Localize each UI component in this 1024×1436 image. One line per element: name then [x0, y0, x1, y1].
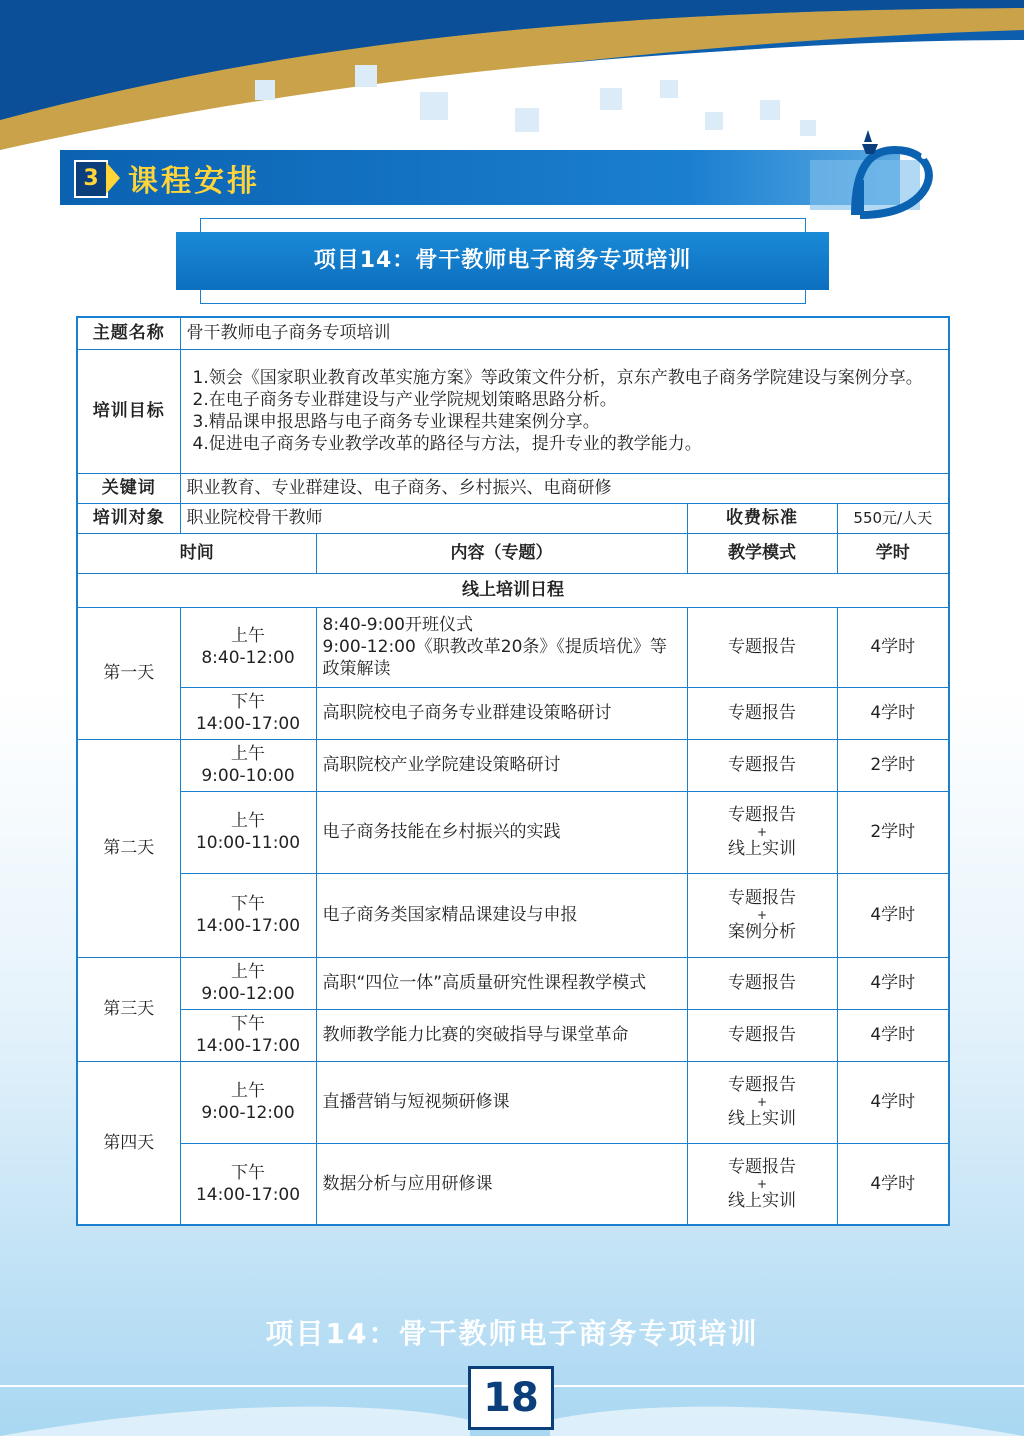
session-content: 8:40-9:00开班仪式 9:00-12:00《职教改革20条》《提质培优》等政策解读	[316, 607, 687, 687]
table-row	[77, 739, 949, 791]
section-arrow-icon	[106, 162, 120, 194]
objective-item: 3.精品课申报思路与电子商务专业课程共建案例分享。	[192, 412, 600, 432]
session-time: 上午 9:00-12:00	[180, 957, 316, 1009]
section-title: 课程安排	[128, 164, 260, 199]
table-row	[77, 317, 949, 349]
footer-title: 项目14：骨干教师电子商务专项培训	[265, 1317, 759, 1350]
session-time: 上午 10:00-11:00	[180, 791, 316, 873]
session-time: 上午 8:40-12:00	[180, 607, 316, 687]
session-mode: 专题报告 + 案例分析	[687, 873, 837, 957]
table-row	[77, 957, 949, 1009]
table-row	[77, 687, 949, 739]
objective-item: 1.领会《国家职业教育改革实施方案》等政策文件分析，京东产教电子商务学院建设与案例分享。	[192, 368, 923, 388]
day-label: 第一天	[77, 607, 180, 739]
session-hours: 4学时	[837, 873, 949, 957]
session-content: 高职院校产业学院建设策略研讨	[316, 739, 687, 791]
table-row	[77, 349, 949, 473]
objective-list	[180, 349, 949, 473]
session-content: 直播营销与短视频研修课	[316, 1061, 687, 1143]
table-row	[77, 791, 949, 873]
session-hours: 4学时	[837, 1143, 949, 1225]
header-mode: 教学模式	[687, 533, 837, 573]
session-hours: 4学时	[837, 1009, 949, 1061]
session-mode: 专题报告	[687, 739, 837, 791]
session-hours: 4学时	[837, 1061, 949, 1143]
deco-square	[760, 100, 780, 120]
table-row	[77, 1061, 949, 1143]
session-mode: 专题报告	[687, 1009, 837, 1061]
session-content: 数据分析与应用研修课	[316, 1143, 687, 1225]
schedule-table	[76, 316, 950, 1226]
objective-item: 2.在电子商务专业群建设与产业学院规划策略思路分析。	[192, 390, 617, 410]
session-time: 上午 9:00-10:00	[180, 739, 316, 791]
session-hours: 2学时	[837, 791, 949, 873]
session-time: 上午 9:00-12:00	[180, 1061, 316, 1143]
table-row	[77, 503, 949, 533]
deco-square	[255, 80, 275, 100]
topic-value: 骨干教师电子商务专项培训	[180, 317, 949, 349]
table-header-row	[77, 533, 949, 573]
keywords-label: 关键词	[77, 473, 180, 503]
deco-square	[420, 92, 448, 120]
header-time: 时间	[77, 533, 316, 573]
page-number: 18	[468, 1366, 554, 1430]
session-mode: 专题报告	[687, 957, 837, 1009]
project-title: 项目14：骨干教师电子商务专项培训	[176, 232, 829, 290]
topic-label: 主题名称	[77, 317, 180, 349]
table-row	[77, 1009, 949, 1061]
objective-label: 培训目标	[77, 349, 180, 473]
session-mode: 专题报告 + 线上实训	[687, 791, 837, 873]
deco-square	[600, 88, 622, 110]
deco-square	[355, 65, 377, 87]
deco-square	[515, 108, 539, 132]
day-label: 第三天	[77, 957, 180, 1061]
day-label: 第四天	[77, 1061, 180, 1225]
fee-label: 收费标准	[687, 503, 837, 533]
session-time: 下午 14:00-17:00	[180, 1143, 316, 1225]
session-content: 电子商务技能在乡村振兴的实践	[316, 791, 687, 873]
table-row	[77, 573, 949, 607]
header-hours: 学时	[837, 533, 949, 573]
table-row	[77, 473, 949, 503]
session-hours: 2学时	[837, 739, 949, 791]
brand-logo-icon	[800, 120, 940, 220]
session-time: 下午 14:00-17:00	[180, 687, 316, 739]
session-mode: 专题报告 + 线上实训	[687, 1061, 837, 1143]
audience-value: 职业院校骨干教师	[180, 503, 687, 533]
session-hours: 4学时	[837, 957, 949, 1009]
session-mode: 专题报告 + 线上实训	[687, 1143, 837, 1225]
fee-value: 550元/人天	[837, 503, 949, 533]
table-row	[77, 607, 949, 687]
objective-item: 4.促进电子商务专业教学改革的路径与方法，提升专业的教学能力。	[192, 434, 702, 454]
session-content: 高职“四位一体”高质量研究性课程教学模式	[316, 957, 687, 1009]
table-row	[77, 1143, 949, 1225]
online-schedule-label: 线上培训日程	[77, 573, 949, 607]
session-mode: 专题报告	[687, 687, 837, 739]
session-content: 教师教学能力比赛的突破指导与课堂革命	[316, 1009, 687, 1061]
deco-square	[660, 80, 678, 98]
section-number: 3	[74, 160, 108, 198]
table-row	[77, 873, 949, 957]
session-content: 电子商务类国家精品课建设与申报	[316, 873, 687, 957]
header-content: 内容（专题）	[316, 533, 687, 573]
session-time: 下午 14:00-17:00	[180, 873, 316, 957]
deco-square	[705, 112, 723, 130]
session-time: 下午 14:00-17:00	[180, 1009, 316, 1061]
session-content: 高职院校电子商务专业群建设策略研讨	[316, 687, 687, 739]
day-label: 第二天	[77, 739, 180, 957]
keywords-value: 职业教育、专业群建设、电子商务、乡村振兴、电商研修	[180, 473, 949, 503]
session-hours: 4学时	[837, 687, 949, 739]
session-hours: 4学时	[837, 607, 949, 687]
audience-label: 培训对象	[77, 503, 180, 533]
session-mode: 专题报告	[687, 607, 837, 687]
